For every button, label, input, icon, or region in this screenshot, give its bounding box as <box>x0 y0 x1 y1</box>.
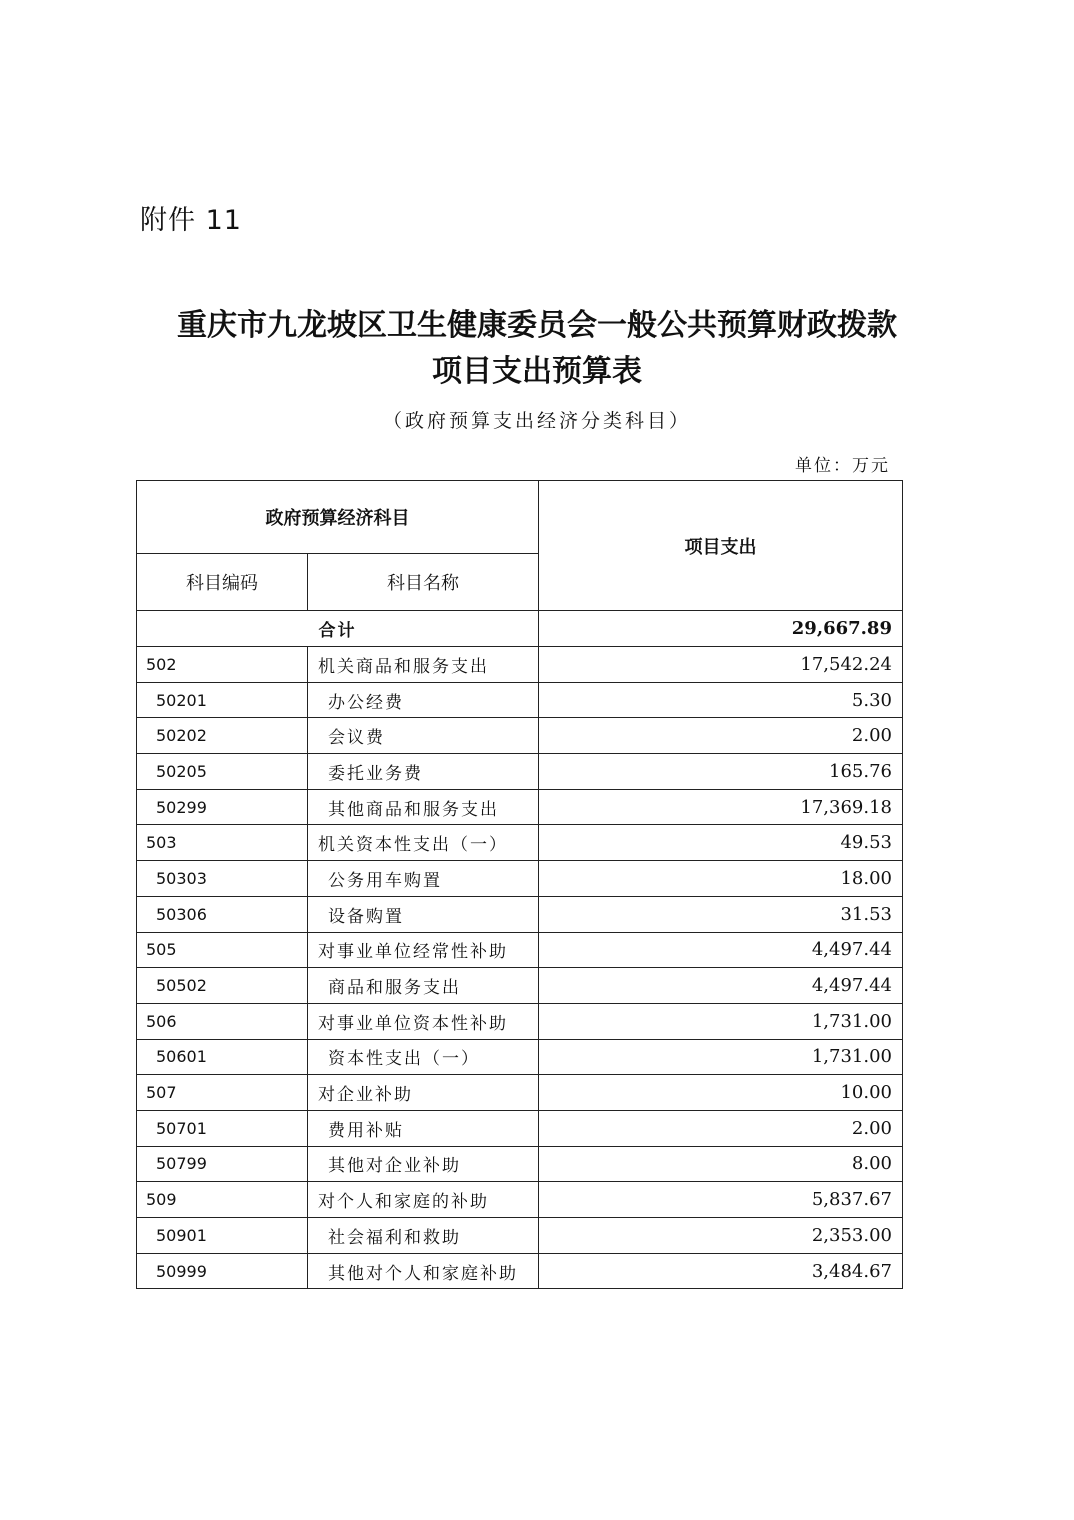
subject-name-cell: 设备购置 <box>308 896 539 932</box>
project-expense-cell: 17,542.24 <box>539 647 903 683</box>
document-title-line-1: 重庆市九龙坡区卫生健康委员会一般公共预算财政拨款 <box>177 308 897 343</box>
subject-code-cell: 50299 <box>137 789 308 825</box>
subject-code-cell: 506 <box>137 1003 308 1039</box>
header-code-cell: 科目编码 <box>137 554 308 611</box>
project-expense-cell: 4,497.44 <box>539 932 903 968</box>
subject-name-cell: 对个人和家庭的补助 <box>308 1182 539 1218</box>
project-expense-cell: 1,731.00 <box>539 1039 903 1075</box>
subject-code-cell: 50303 <box>137 861 308 897</box>
subject-name-cell: 资本性支出（一） <box>308 1039 539 1075</box>
subject-code-cell: 50502 <box>137 968 308 1004</box>
subject-name-cell: 对事业单位资本性补助 <box>308 1003 539 1039</box>
project-expense-cell: 1,731.00 <box>539 1003 903 1039</box>
project-expense-cell: 5.30 <box>539 682 903 718</box>
subject-name-cell: 对企业补助 <box>308 1075 539 1111</box>
project-expense-cell: 2.00 <box>539 1110 903 1146</box>
table-row <box>137 789 903 825</box>
subject-code-cell: 50205 <box>137 754 308 790</box>
table-row <box>137 861 903 897</box>
attachment-label: 附件 11 <box>140 205 242 236</box>
table-row <box>137 1182 903 1218</box>
table-row <box>137 1039 903 1075</box>
subject-name-cell: 对事业单位经常性补助 <box>308 932 539 968</box>
subject-name-cell: 会议费 <box>308 718 539 754</box>
project-expense-cell: 165.76 <box>539 754 903 790</box>
document-subtitle: （政府预算支出经济分类科目） <box>382 410 691 432</box>
total-amount-cell: 29,667.89 <box>539 611 903 647</box>
project-expense-cell: 49.53 <box>539 825 903 861</box>
subject-name-cell: 费用补贴 <box>308 1110 539 1146</box>
header-amount-cell: 项目支出 <box>539 481 903 611</box>
project-expense-cell: 3,484.67 <box>539 1253 903 1289</box>
subject-code-cell: 503 <box>137 825 308 861</box>
subject-name-cell: 机关资本性支出（一） <box>308 825 539 861</box>
project-expense-cell: 18.00 <box>539 861 903 897</box>
subject-name-cell: 办公经费 <box>308 682 539 718</box>
subject-code-cell: 509 <box>137 1182 308 1218</box>
subject-code-cell: 50901 <box>137 1218 308 1254</box>
subject-code-cell: 502 <box>137 647 308 683</box>
project-expense-cell: 2.00 <box>539 718 903 754</box>
subject-code-cell: 50202 <box>137 718 308 754</box>
header-row-1 <box>137 481 903 554</box>
table-row <box>137 896 903 932</box>
subject-code-cell: 50701 <box>137 1110 308 1146</box>
subject-code-cell: 50999 <box>137 1253 308 1289</box>
table-row <box>137 1146 903 1182</box>
subject-name-cell: 社会福利和救助 <box>308 1218 539 1254</box>
document-title-line-2: 项目支出预算表 <box>432 354 642 389</box>
table-row <box>137 647 903 683</box>
header-group-cell: 政府预算经济科目 <box>137 481 539 554</box>
total-label-cell: 合计 <box>137 611 539 647</box>
subject-name-cell: 公务用车购置 <box>308 861 539 897</box>
table-row <box>137 825 903 861</box>
table-row <box>137 1218 903 1254</box>
table-row <box>137 1253 903 1289</box>
table-row <box>137 932 903 968</box>
project-expense-cell: 10.00 <box>539 1075 903 1111</box>
table-row <box>137 1110 903 1146</box>
subject-name-cell: 商品和服务支出 <box>308 968 539 1004</box>
table-row <box>137 682 903 718</box>
subject-code-cell: 50306 <box>137 896 308 932</box>
table-row <box>137 968 903 1004</box>
header-name-cell: 科目名称 <box>308 554 539 611</box>
project-expense-cell: 31.53 <box>539 896 903 932</box>
table-row <box>137 1003 903 1039</box>
subject-name-cell: 其他商品和服务支出 <box>308 789 539 825</box>
subject-name-cell: 机关商品和服务支出 <box>308 647 539 683</box>
subject-code-cell: 505 <box>137 932 308 968</box>
project-expense-cell: 2,353.00 <box>539 1218 903 1254</box>
table-row <box>137 754 903 790</box>
budget-table <box>136 480 903 1289</box>
project-expense-cell: 4,497.44 <box>539 968 903 1004</box>
table-row <box>137 718 903 754</box>
total-row <box>137 611 903 647</box>
table-row <box>137 1075 903 1111</box>
subject-name-cell: 其他对企业补助 <box>308 1146 539 1182</box>
unit-label: 单位：万元 <box>795 456 890 476</box>
subject-code-cell: 50601 <box>137 1039 308 1075</box>
project-expense-cell: 8.00 <box>539 1146 903 1182</box>
project-expense-cell: 17,369.18 <box>539 789 903 825</box>
subject-name-cell: 其他对个人和家庭补助 <box>308 1253 539 1289</box>
subject-code-cell: 50799 <box>137 1146 308 1182</box>
subject-code-cell: 50201 <box>137 682 308 718</box>
project-expense-cell: 5,837.67 <box>539 1182 903 1218</box>
subject-code-cell: 507 <box>137 1075 308 1111</box>
subject-name-cell: 委托业务费 <box>308 754 539 790</box>
